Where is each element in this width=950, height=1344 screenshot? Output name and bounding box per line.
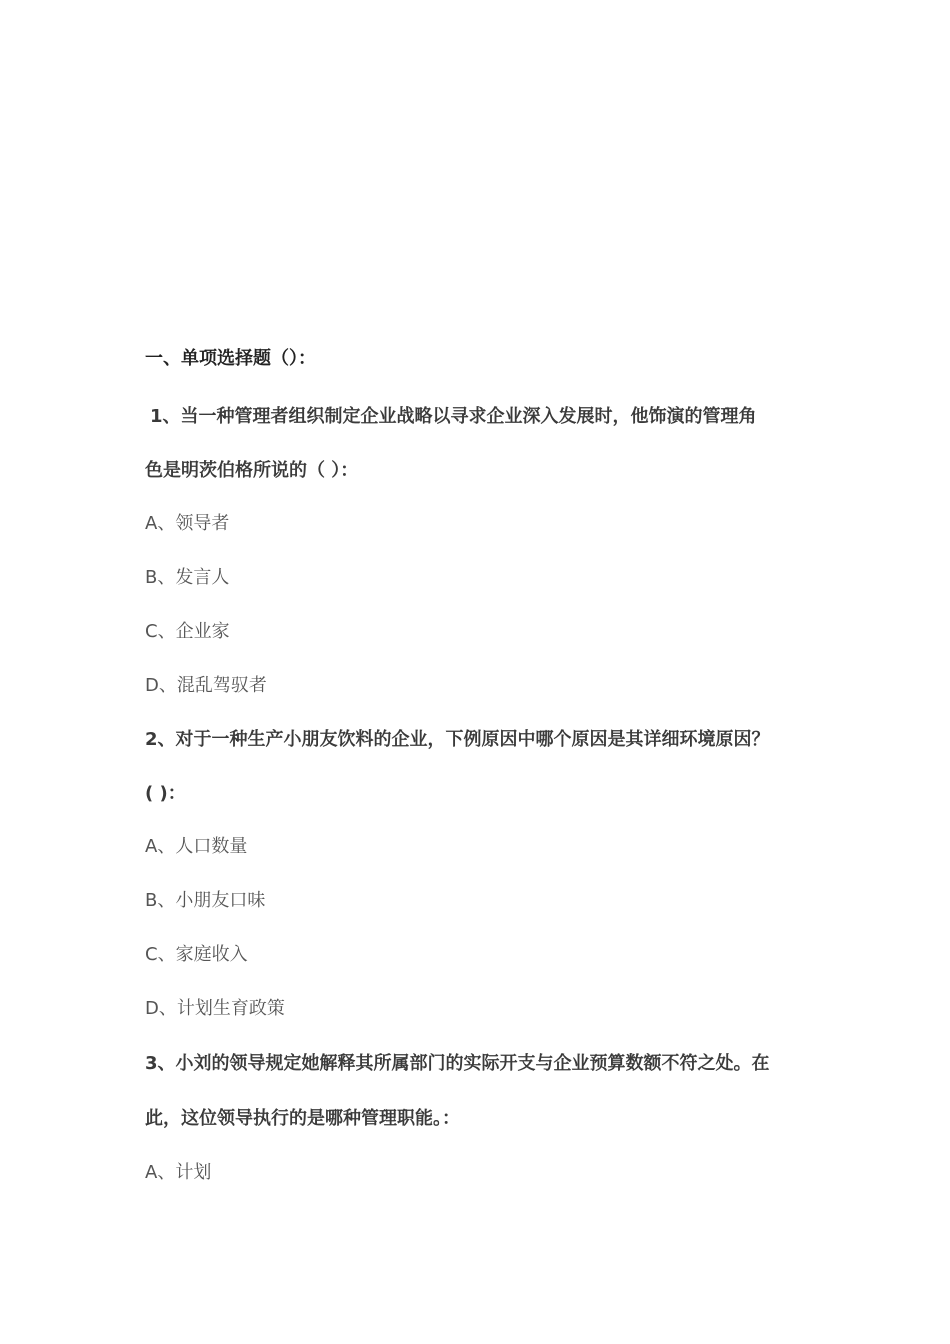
question-2-option-c: C、家庭收入 xyxy=(145,944,248,965)
question-2-line-1: 2、对于一种生产小朋友饮料的企业，下例原因中哪个原因是其详细环境原因？ xyxy=(145,729,770,750)
question-2-line-2: ( )： xyxy=(145,783,186,804)
question-1-option-d: D、混乱驾驭者 xyxy=(145,675,267,696)
question-2-option-a: A、人口数量 xyxy=(145,836,248,857)
question-1-option-c: C、企业家 xyxy=(145,621,230,642)
question-3-line-2: 此，这位领导执行的是哪种管理职能。： xyxy=(145,1108,460,1129)
question-1-option-b: B、发言人 xyxy=(145,567,230,588)
question-2-option-b: B、小朋友口味 xyxy=(145,890,266,911)
question-2-option-d: D、计划生育政策 xyxy=(145,998,285,1019)
question-3-line-1: 3、小刘的领导规定她解释其所属部门的实际开支与企业预算数额不符之处。在 xyxy=(145,1053,770,1074)
question-1-option-a: A、领导者 xyxy=(145,513,230,534)
question-1-line-2: 色是明茨伯格所说的（ ）： xyxy=(145,460,359,481)
question-1-line-1: 1、当一种管理者组织制定企业战略以寻求企业深入发展时，他饰演的管理角 xyxy=(150,406,757,427)
section-title: 一、单项选择题（）： xyxy=(145,348,316,369)
question-3-option-a: A、计划 xyxy=(145,1162,212,1183)
